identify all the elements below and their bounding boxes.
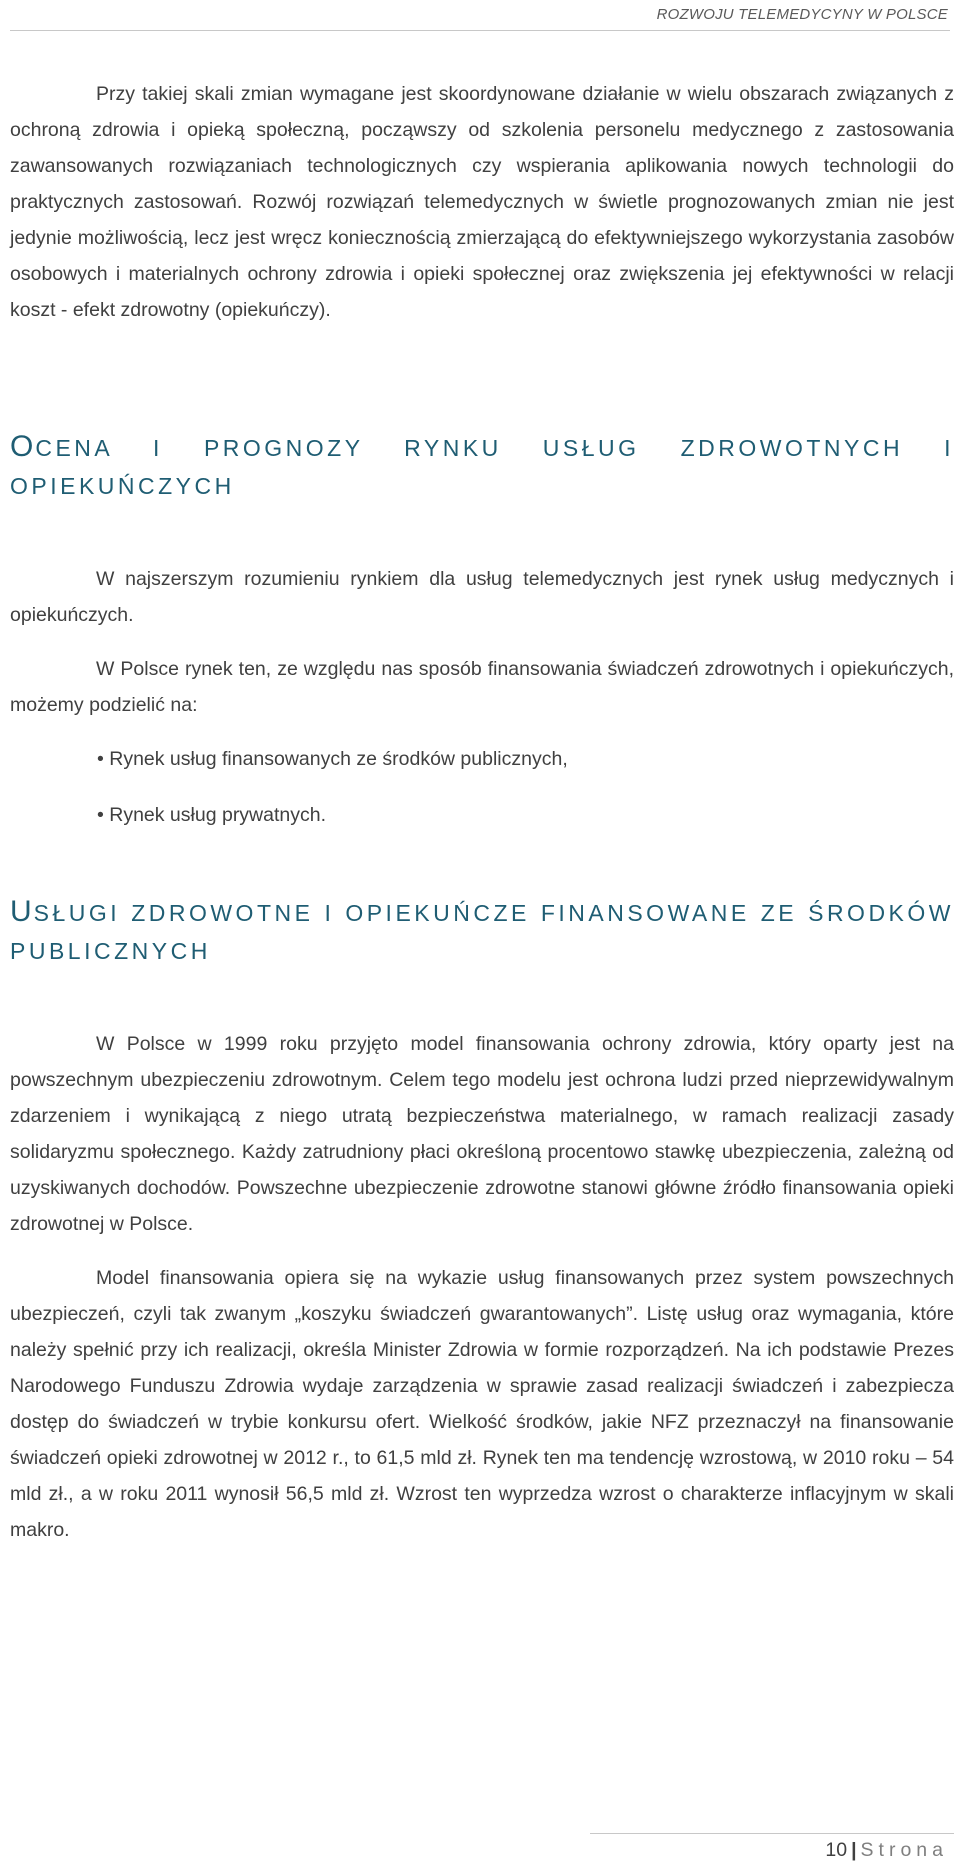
- section-heading-public-services: [10, 893, 954, 970]
- paragraph-market-definition: W najszerszym rozumieniu rynkiem dla usług telemedycznych jest rynek usług medycznych i opiekuńczych.: [10, 568, 954, 626]
- list-item: • Rynek usług prywatnych.: [97, 804, 327, 826]
- page-header: [10, 0, 950, 31]
- heading-initial: U: [10, 895, 34, 928]
- heading-text: CENA I PROGNOZY RYNKU USŁUG ZDROWOTNYCH I OPIEKUŃCZYCH: [10, 435, 954, 499]
- paragraph-insurance-model: W Polsce w 1999 roku przyjęto model finansowania ochrony zdrowia, który oparty jest na powszechnym ubezpieczeniu zdrowotnym. Celem tego modelu jest ochrona ludzi przed nieprzewidywalnym zdarzeniem i wynikającą z niego utratą bezpieczeństwa materialnego, w ramach realizacji zasady solidaryzmu społecznego. Każdy zatrudniony płaci określoną procentowo stawkę ubezpieczenia, zależną od uzyskiwanych dochodów. Powszechne ubezpieczenie zdrowotne stanowi główne źródło finansowania opieki zdrowotnej w Polsce.: [10, 1033, 954, 1235]
- running-title: ROZWOJU TELEMEDYCYNY W POLSCE: [656, 6, 948, 23]
- market-types-list: [10, 741, 954, 833]
- paragraph-market-division: W Polsce rynek ten, ze względu nas sposób finansowania świadczeń zdrowotnych i opiekuńczych, możemy podzielić na:: [10, 658, 954, 716]
- heading-initial: O: [10, 430, 36, 463]
- heading-text: SŁUGI ZDROWOTNE I OPIEKUŃCZE FINANSOWANE ZE ŚRODKÓW PUBLICZNYCH: [10, 900, 954, 964]
- page-number: 10: [825, 1839, 848, 1861]
- document-body: [10, 76, 954, 1548]
- list-item: • Rynek usług finansowanych ze środków publicznych,: [97, 748, 568, 770]
- paragraph-financing-model: Model finansowania opiera się na wykazie usług finansowanych przez system powszechnych ubezpieczeń, czyli tak zwanym „koszyku świadczeń gwarantowanych”. Listę usług oraz wymagania, które należy spełnić przy ich realizacji, określa Minister Zdrowia w formie rozporządzeń. Na ich podstawie Prezes Narodowego Funduszu Zdrowia wydaje zarządzenia w sprawie zasad realizacji świadczeń i zabezpiecza dostęp do świadczeń w trybie konkursu ofert. Wielkość środków, jakie NFZ przeznaczył na finansowanie świadczeń opieki zdrowotnej w 2012 r., to 61,5 mld zł. Rynek ten ma tendencję wzrostową, w 2010 roku – 54 mld zł., a w roku 2011 wynosił 56,5 mld zł. Wzrost ten wyprzedza wzrost o charakterze inflacyjnym w skali makro.: [10, 1267, 954, 1541]
- paragraph-intro: Przy takiej skali zmian wymagane jest skoordynowane działanie w wielu obszarach związanych z ochroną zdrowia i opieką społeczną, począwszy od szkolenia personelu medycznego z zastosowania zawansowanych rozwiązaniach technologicznych czy wspierania aplikowania nowych technologii do praktycznych zastosowań. Rozwój rozwiązań telemedycznych w świetle prognozowanych zmian nie jest jedynie możliwością, lecz jest wręcz koniecznością zmierzającą do efektywniejszego wykorzystania zasobów osobowych i materialnych ochrony zdrowia i opieki społecznej oraz zwiększenia jej efektywności w relacji koszt - efekt zdrowotny (opiekuńczy).: [10, 83, 954, 321]
- footer-divider: [590, 1833, 954, 1834]
- section-heading-market-assessment: [10, 428, 954, 505]
- footer-separator: |: [851, 1839, 857, 1861]
- page-word: Strona: [860, 1839, 948, 1861]
- page-footer: [825, 1839, 948, 1862]
